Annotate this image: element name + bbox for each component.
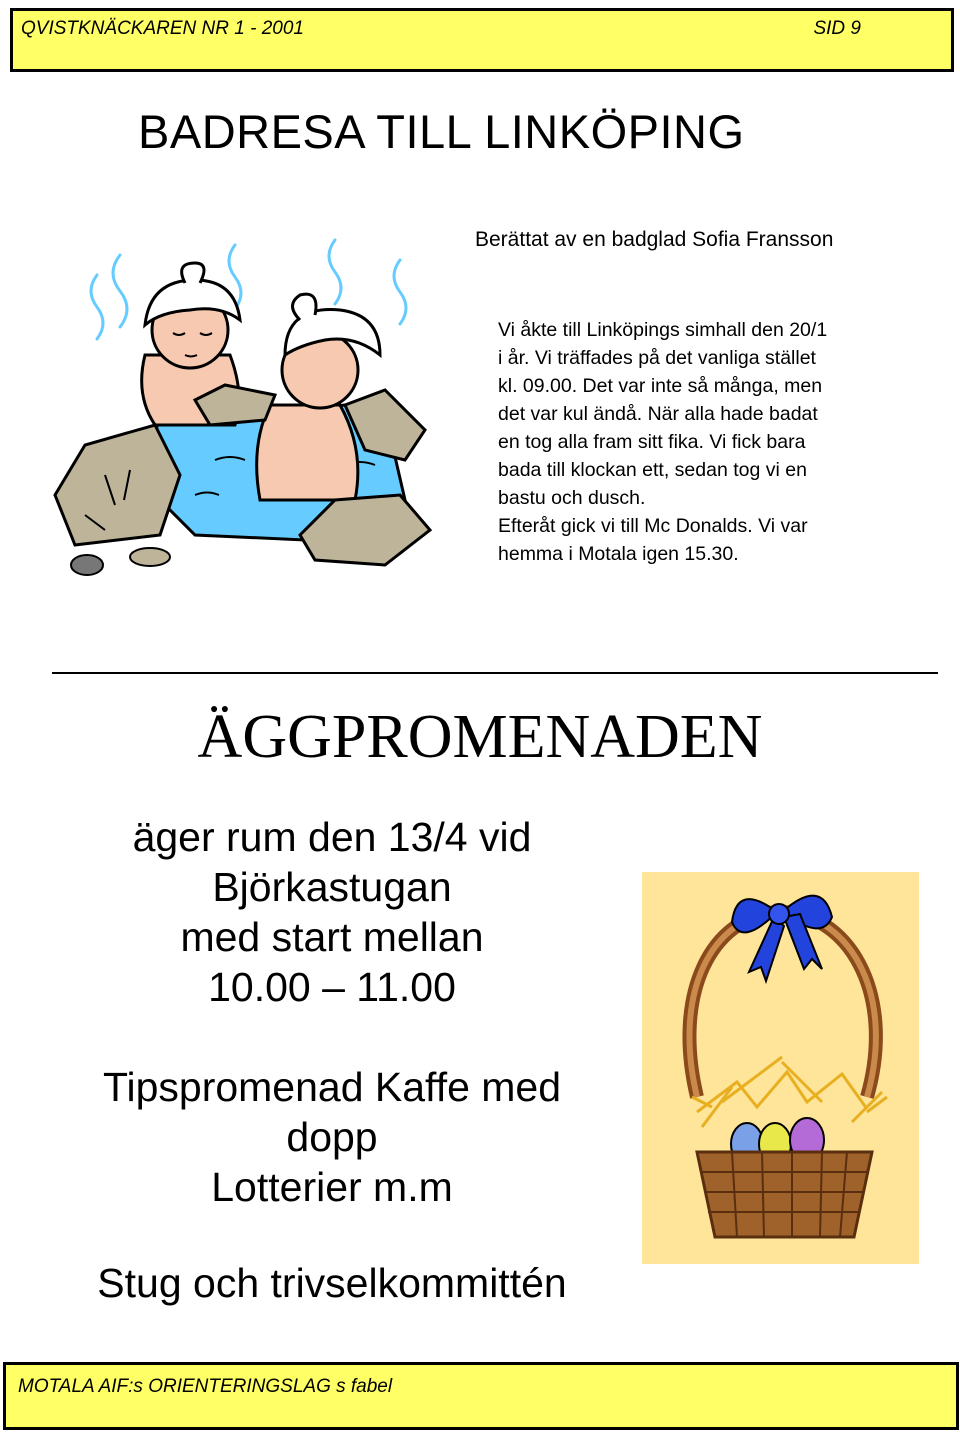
easter-basket-illustration [642, 872, 919, 1264]
story-line: en tog alla fram sitt fika. Vi fick bara [498, 431, 806, 453]
article-title-aggpromenaden: ÄGGPROMENADEN [197, 703, 763, 771]
story-line: bada till klockan ett, sedan tog vi en [498, 459, 807, 481]
section-divider [52, 672, 938, 674]
article-byline: Berättat av en badglad Sofia Fransson [475, 228, 834, 251]
organizer-signature: Stug och trivselkommittén [97, 1260, 567, 1306]
story-line: kl. 09.00. Det var inte så många, men [498, 375, 823, 397]
article-body-badresa [498, 316, 938, 568]
story-line: i år. Vi träffades på det vanliga stället [498, 347, 816, 369]
event-activities [78, 1062, 586, 1212]
event-line: äger rum den 13/4 vid [132, 814, 532, 860]
activity-line: Lotterier m.m [211, 1164, 453, 1210]
publication-title: QVISTKNÄCKAREN NR 1 - 2001 [21, 18, 304, 39]
page-number: SID 9 [813, 18, 861, 39]
page-footer [3, 1362, 959, 1430]
hot-spring-bathers-illustration [45, 235, 465, 580]
story-line: Vi åkte till Linköpings simhall den 20/1 [498, 319, 828, 341]
activity-line: dopp [286, 1114, 378, 1160]
event-line: 10.00 – 11.00 [208, 964, 456, 1010]
story-line: hemma i Motala igen 15.30. [498, 543, 739, 565]
event-details [78, 812, 586, 1012]
story-line: Efteråt gick vi till Mc Donalds. Vi var [498, 515, 808, 537]
article-title-badresa: BADRESA TILL LINKÖPING [138, 105, 745, 158]
footer-text: MOTALA AIF:s ORIENTERINGSLAG s fabel [18, 1376, 393, 1397]
story-line: det var kul ändå. När alla hade badat [498, 403, 818, 425]
activity-line: Tipspromenad Kaffe med [102, 1064, 562, 1110]
event-line: Björkastugan [212, 864, 452, 910]
story-line: bastu och dusch. [498, 487, 646, 509]
event-line: med start mellan [180, 914, 484, 960]
page-header [10, 8, 954, 72]
